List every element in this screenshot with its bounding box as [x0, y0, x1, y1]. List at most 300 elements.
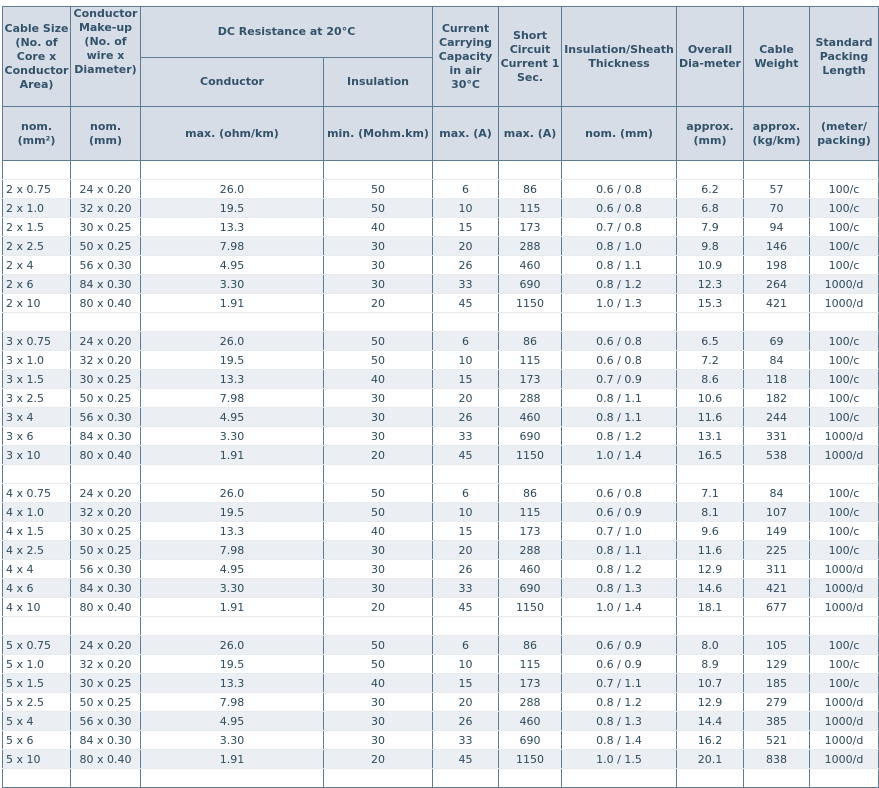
table-cell: 50: [324, 484, 433, 503]
table-cell: 7.98: [141, 389, 324, 408]
table-cell: 129: [744, 655, 810, 674]
table-cell: 14.6: [677, 579, 744, 598]
table-cell: 30: [324, 560, 433, 579]
spacer-cell: [499, 617, 562, 636]
table-cell: 56 x 0.30: [71, 256, 141, 275]
table-row: [3, 693, 879, 712]
table-cell: 45: [433, 446, 499, 465]
table-cell: 9.8: [677, 237, 744, 256]
table-cell: 15: [433, 370, 499, 389]
header-current-capacity: Current Carrying Capacity in air 30°C: [433, 7, 499, 107]
table-cell: 30: [324, 389, 433, 408]
table-cell: 4 x 6: [3, 579, 71, 598]
table-cell: 40: [324, 674, 433, 693]
table-cell: 6: [433, 636, 499, 655]
table-cell: 30: [324, 579, 433, 598]
table-cell: 7.98: [141, 541, 324, 560]
table-cell: 0.8 / 1.2: [562, 693, 677, 712]
table-cell: 0.6 / 0.8: [562, 180, 677, 199]
table-cell: 5 x 4: [3, 712, 71, 731]
table-cell: 30 x 0.25: [71, 522, 141, 541]
spacer-cell: [562, 161, 677, 180]
table-row: [3, 446, 879, 465]
table-cell: 0.8 / 1.1: [562, 408, 677, 427]
table-cell: 30: [324, 427, 433, 446]
table-cell: 173: [499, 370, 562, 389]
table-cell: 0.6 / 0.8: [562, 484, 677, 503]
table-cell: 173: [499, 522, 562, 541]
table-cell: 1.0 / 1.4: [562, 446, 677, 465]
spacer-cell: [744, 465, 810, 484]
table-cell: 45: [433, 750, 499, 769]
table-cell: 0.7 / 0.9: [562, 370, 677, 389]
spacer-cell: [324, 617, 433, 636]
table-row: [3, 750, 879, 769]
table-cell: 0.6 / 0.8: [562, 351, 677, 370]
table-cell: 57: [744, 180, 810, 199]
table-cell: 100/c: [810, 636, 879, 655]
spacer-cell: [744, 313, 810, 332]
table-cell: 26: [433, 256, 499, 275]
table-row: [3, 503, 879, 522]
table-row: [3, 655, 879, 674]
table-cell: 56 x 0.30: [71, 408, 141, 427]
spacer-cell: [562, 465, 677, 484]
table-row: [3, 674, 879, 693]
table-cell: 5 x 1.5: [3, 674, 71, 693]
header-cable-size: Cable Size (No. of Core x Conductor Area): [3, 7, 71, 107]
table-cell: 264: [744, 275, 810, 294]
table-body: [3, 161, 879, 788]
spacer-cell: [810, 161, 879, 180]
table-cell: 1000/d: [810, 294, 879, 313]
header-insulation-resistance: Insulation: [324, 58, 433, 107]
table-cell: 0.8 / 1.1: [562, 389, 677, 408]
table-cell: 1000/d: [810, 693, 879, 712]
table-cell: 56 x 0.30: [71, 560, 141, 579]
table-cell: 24 x 0.20: [71, 180, 141, 199]
table-cell: 80 x 0.40: [71, 750, 141, 769]
table-cell: 84: [744, 351, 810, 370]
table-cell: 15: [433, 522, 499, 541]
spacer-cell: [744, 769, 810, 788]
table-row: [3, 237, 879, 256]
table-cell: 1000/d: [810, 275, 879, 294]
table-cell: 690: [499, 427, 562, 446]
table-cell: 24 x 0.20: [71, 332, 141, 351]
header-overall-diameter: Overall Dia-meter: [677, 7, 744, 107]
table-cell: 4 x 10: [3, 598, 71, 617]
table-cell: 30: [324, 712, 433, 731]
table-cell: 33: [433, 731, 499, 750]
table-cell: 20: [324, 446, 433, 465]
spacer-cell: [677, 161, 744, 180]
spacer-cell: [499, 769, 562, 788]
table-cell: 244: [744, 408, 810, 427]
table-cell: 6.5: [677, 332, 744, 351]
table-cell: 2 x 1.0: [3, 199, 71, 218]
table-cell: 3 x 0.75: [3, 332, 71, 351]
table-cell: 118: [744, 370, 810, 389]
table-cell: 4.95: [141, 712, 324, 731]
spacer-cell: [810, 769, 879, 788]
table-cell: 421: [744, 294, 810, 313]
table-cell: 100/c: [810, 237, 879, 256]
table-row: [3, 636, 879, 655]
table-cell: 10: [433, 199, 499, 218]
table-cell: 50: [324, 655, 433, 674]
spacer-cell: [71, 617, 141, 636]
table-cell: 86: [499, 636, 562, 655]
table-cell: 50 x 0.25: [71, 237, 141, 256]
header-conductor-makeup: Conductor Make-up (No. of wire x Diameter): [71, 7, 141, 107]
table-cell: 0.7 / 1.1: [562, 674, 677, 693]
spacer-cell: [3, 313, 71, 332]
table-cell: 7.2: [677, 351, 744, 370]
table-cell: 0.8 / 1.0: [562, 237, 677, 256]
table-cell: 6: [433, 332, 499, 351]
table-cell: 4 x 1.5: [3, 522, 71, 541]
table-cell: 10.7: [677, 674, 744, 693]
table-cell: 84 x 0.30: [71, 427, 141, 446]
table-cell: 288: [499, 693, 562, 712]
spacer-cell: [71, 161, 141, 180]
table-cell: 32 x 0.20: [71, 655, 141, 674]
table-cell: 33: [433, 275, 499, 294]
header-packing-length: Standard Packing Length: [810, 7, 879, 107]
spacer-cell: [433, 465, 499, 484]
table-cell: 20.1: [677, 750, 744, 769]
table-cell: 24 x 0.20: [71, 484, 141, 503]
table-cell: 0.6 / 0.9: [562, 503, 677, 522]
table-cell: 538: [744, 446, 810, 465]
table-cell: 0.6 / 0.8: [562, 332, 677, 351]
table-cell: 3 x 4: [3, 408, 71, 427]
table-cell: 56 x 0.30: [71, 712, 141, 731]
table-cell: 4 x 1.0: [3, 503, 71, 522]
spacer-cell: [810, 313, 879, 332]
table-cell: 2 x 10: [3, 294, 71, 313]
table-cell: 0.8 / 1.2: [562, 427, 677, 446]
unit-insulation-resistance: min. (Mohm.km): [324, 107, 433, 161]
table-cell: 7.98: [141, 693, 324, 712]
unit-current-capacity: max. (A): [433, 107, 499, 161]
table-cell: 1000/d: [810, 560, 879, 579]
spacer-cell: [433, 161, 499, 180]
table-cell: 1000/d: [810, 427, 879, 446]
table-row: [3, 389, 879, 408]
table-cell: 100/c: [810, 674, 879, 693]
table-cell: 100/c: [810, 218, 879, 237]
table-cell: 115: [499, 199, 562, 218]
table-cell: 20: [433, 389, 499, 408]
table-cell: 100/c: [810, 655, 879, 674]
table-cell: 84 x 0.30: [71, 731, 141, 750]
table-cell: 86: [499, 332, 562, 351]
table-cell: 100/c: [810, 256, 879, 275]
table-cell: 0.8 / 1.2: [562, 275, 677, 294]
table-row: [3, 598, 879, 617]
table-cell: 20: [433, 237, 499, 256]
table-cell: 288: [499, 541, 562, 560]
table-cell: 198: [744, 256, 810, 275]
table-cell: 1.0 / 1.5: [562, 750, 677, 769]
table-cell: 32 x 0.20: [71, 199, 141, 218]
table-cell: 100/c: [810, 180, 879, 199]
table-row: [3, 275, 879, 294]
spacer-cell: [499, 161, 562, 180]
table-cell: 50: [324, 332, 433, 351]
table-cell: 84 x 0.30: [71, 579, 141, 598]
table-cell: 521: [744, 731, 810, 750]
table-cell: 30: [324, 237, 433, 256]
table-cell: 7.9: [677, 218, 744, 237]
spacer-cell: [810, 465, 879, 484]
table-cell: 30: [324, 693, 433, 712]
table-cell: 30: [324, 541, 433, 560]
table-cell: 3.30: [141, 427, 324, 446]
table-cell: 16.2: [677, 731, 744, 750]
table-cell: 1150: [499, 294, 562, 313]
spacer-row: [3, 161, 879, 180]
table-cell: 100/c: [810, 541, 879, 560]
table-cell: 0.6 / 0.9: [562, 636, 677, 655]
table-cell: 0.8 / 1.3: [562, 579, 677, 598]
table-cell: 26.0: [141, 180, 324, 199]
table-cell: 5 x 10: [3, 750, 71, 769]
table-cell: 1000/d: [810, 579, 879, 598]
spacer-cell: [562, 617, 677, 636]
table-cell: 0.6 / 0.9: [562, 655, 677, 674]
table-cell: 80 x 0.40: [71, 446, 141, 465]
table-row: [3, 332, 879, 351]
table-cell: 84 x 0.30: [71, 275, 141, 294]
table-row: [3, 370, 879, 389]
table-cell: 0.7 / 0.8: [562, 218, 677, 237]
table-cell: 32 x 0.20: [71, 351, 141, 370]
table-cell: 13.3: [141, 370, 324, 389]
table-row: [3, 427, 879, 446]
table-cell: 2 x 2.5: [3, 237, 71, 256]
spacer-row: [3, 313, 879, 332]
table-cell: 50: [324, 503, 433, 522]
table-cell: 11.6: [677, 408, 744, 427]
table-cell: 26: [433, 712, 499, 731]
table-cell: 14.4: [677, 712, 744, 731]
table-cell: 279: [744, 693, 810, 712]
table-cell: 45: [433, 598, 499, 617]
table-cell: 690: [499, 579, 562, 598]
spacer-cell: [324, 465, 433, 484]
table-cell: 50: [324, 636, 433, 655]
spacer-cell: [3, 465, 71, 484]
table-cell: 2 x 1.5: [3, 218, 71, 237]
table-cell: 50: [324, 199, 433, 218]
spacer-cell: [3, 617, 71, 636]
table-cell: 0.8 / 1.2: [562, 560, 677, 579]
table-cell: 3.30: [141, 579, 324, 598]
table-cell: 838: [744, 750, 810, 769]
table-cell: 2 x 4: [3, 256, 71, 275]
table-cell: 13.1: [677, 427, 744, 446]
table-cell: 1000/d: [810, 750, 879, 769]
table-cell: 24 x 0.20: [71, 636, 141, 655]
table-cell: 40: [324, 522, 433, 541]
table-cell: 3 x 1.5: [3, 370, 71, 389]
spacer-cell: [499, 313, 562, 332]
header-conductor-resistance: Conductor: [141, 58, 324, 107]
table-cell: 690: [499, 275, 562, 294]
table-cell: 460: [499, 712, 562, 731]
table-cell: 3.30: [141, 731, 324, 750]
table-cell: 5 x 1.0: [3, 655, 71, 674]
table-cell: 13.3: [141, 218, 324, 237]
table-row: [3, 731, 879, 750]
table-cell: 3 x 2.5: [3, 389, 71, 408]
table-cell: 100/c: [810, 484, 879, 503]
table-row: [3, 712, 879, 731]
table-cell: 460: [499, 408, 562, 427]
table-cell: 0.7 / 1.0: [562, 522, 677, 541]
table-cell: 18.1: [677, 598, 744, 617]
table-cell: 26.0: [141, 636, 324, 655]
table-cell: 8.1: [677, 503, 744, 522]
table-cell: 100/c: [810, 503, 879, 522]
table-cell: 20: [324, 598, 433, 617]
table-cell: 1.91: [141, 446, 324, 465]
header-short-circuit: Short Circuit Current 1 Sec.: [499, 7, 562, 107]
table-cell: 20: [433, 541, 499, 560]
table-cell: 33: [433, 427, 499, 446]
table-cell: 15: [433, 674, 499, 693]
table-cell: 8.9: [677, 655, 744, 674]
table-cell: 26.0: [141, 484, 324, 503]
table-cell: 30: [324, 408, 433, 427]
table-cell: 1.91: [141, 598, 324, 617]
table-cell: 105: [744, 636, 810, 655]
table-cell: 288: [499, 389, 562, 408]
table-cell: 86: [499, 484, 562, 503]
spacer-cell: [810, 617, 879, 636]
table-cell: 33: [433, 579, 499, 598]
spacer-cell: [141, 617, 324, 636]
table-row: [3, 218, 879, 237]
cable-spec-table: [2, 6, 879, 788]
table-cell: 185: [744, 674, 810, 693]
unit-cable-size: nom. (mm²): [3, 107, 71, 161]
table-cell: 1150: [499, 750, 562, 769]
table-cell: 6: [433, 484, 499, 503]
unit-packing-length: (meter/ packing): [810, 107, 879, 161]
table-cell: 6.2: [677, 180, 744, 199]
table-row: [3, 180, 879, 199]
table-cell: 0.8 / 1.3: [562, 712, 677, 731]
table-cell: 1000/d: [810, 712, 879, 731]
spacer-cell: [3, 161, 71, 180]
table-cell: 12.9: [677, 693, 744, 712]
spacer-cell: [433, 313, 499, 332]
table-cell: 30: [324, 275, 433, 294]
table-cell: 12.9: [677, 560, 744, 579]
spacer-cell: [324, 161, 433, 180]
table-cell: 19.5: [141, 199, 324, 218]
table-cell: 70: [744, 199, 810, 218]
spacer-row: [3, 465, 879, 484]
table-cell: 460: [499, 560, 562, 579]
table-cell: 146: [744, 237, 810, 256]
table-cell: 40: [324, 218, 433, 237]
table-cell: 13.3: [141, 522, 324, 541]
table-cell: 0.8 / 1.1: [562, 541, 677, 560]
table-cell: 26.0: [141, 332, 324, 351]
table-row: [3, 294, 879, 313]
table-cell: 4.95: [141, 560, 324, 579]
table-cell: 1.91: [141, 294, 324, 313]
table-cell: 30: [324, 731, 433, 750]
table-cell: 100/c: [810, 370, 879, 389]
table-cell: 50: [324, 180, 433, 199]
table-cell: 677: [744, 598, 810, 617]
table-cell: 13.3: [141, 674, 324, 693]
table-cell: 100/c: [810, 351, 879, 370]
table-row: [3, 256, 879, 275]
table-cell: 8.0: [677, 636, 744, 655]
table-cell: 331: [744, 427, 810, 446]
table-cell: 1.0 / 1.4: [562, 598, 677, 617]
table-cell: 100/c: [810, 199, 879, 218]
table-cell: 26: [433, 408, 499, 427]
table-cell: 0.8 / 1.1: [562, 256, 677, 275]
table-cell: 50: [324, 351, 433, 370]
table-cell: 12.3: [677, 275, 744, 294]
spacer-cell: [744, 617, 810, 636]
unit-cable-weight: approx. (kg/km): [744, 107, 810, 161]
header-thickness: Insulation/Sheath Thickness: [562, 7, 677, 107]
spacer-cell: [677, 769, 744, 788]
table-cell: 20: [324, 750, 433, 769]
table-cell: 20: [433, 693, 499, 712]
table-cell: 173: [499, 674, 562, 693]
spacer-cell: [499, 465, 562, 484]
table-cell: 311: [744, 560, 810, 579]
table-cell: 1000/d: [810, 446, 879, 465]
table-cell: 100/c: [810, 389, 879, 408]
table-cell: 385: [744, 712, 810, 731]
spacer-cell: [3, 769, 71, 788]
table-cell: 2 x 0.75: [3, 180, 71, 199]
spacer-cell: [324, 313, 433, 332]
table-cell: 6.8: [677, 199, 744, 218]
table-cell: 19.5: [141, 351, 324, 370]
table-cell: 10: [433, 503, 499, 522]
table-cell: 115: [499, 503, 562, 522]
table-cell: 3 x 6: [3, 427, 71, 446]
table-cell: 80 x 0.40: [71, 598, 141, 617]
unit-thickness: nom. (mm): [562, 107, 677, 161]
table-cell: 182: [744, 389, 810, 408]
table-cell: 3 x 10: [3, 446, 71, 465]
table-cell: 40: [324, 370, 433, 389]
table-cell: 50 x 0.25: [71, 541, 141, 560]
table-cell: 86: [499, 180, 562, 199]
table-cell: 32 x 0.20: [71, 503, 141, 522]
spacer-row: [3, 617, 879, 636]
table-cell: 30 x 0.25: [71, 218, 141, 237]
table-cell: 3 x 1.0: [3, 351, 71, 370]
table-row: [3, 408, 879, 427]
table-cell: 5 x 2.5: [3, 693, 71, 712]
table-cell: 16.5: [677, 446, 744, 465]
